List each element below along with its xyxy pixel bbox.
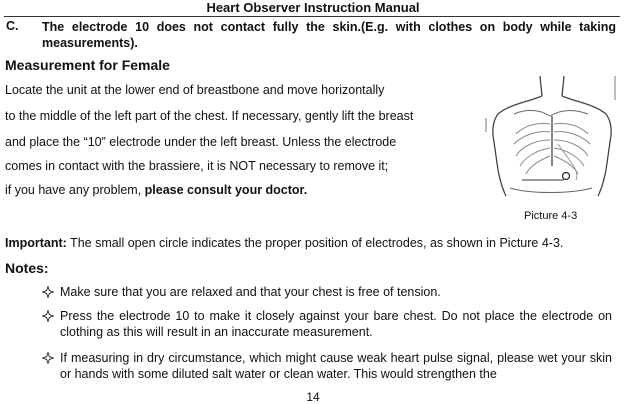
important-note bbox=[5, 236, 563, 251]
section-line: to the middle of the left part of the chest. If necessary, gently lift the breast bbox=[5, 109, 414, 123]
figure-caption: Picture 4-3 bbox=[524, 210, 578, 222]
note-item: If measuring in dry circumstance, which might cause weak heart pulse signal, please wet your skin or hands with some diluted salt water or clean water. This would strengthen the bbox=[60, 351, 612, 381]
note-item: Make sure that you are relaxed and that your chest is free of tension. bbox=[60, 285, 441, 299]
important-label: Important: bbox=[5, 236, 67, 250]
note-c-letter: C. bbox=[6, 19, 19, 33]
notes-title: Notes: bbox=[5, 260, 49, 276]
diamond-star-icon bbox=[42, 352, 54, 364]
section-line: Locate the unit at the lower end of breastbone and move horizontally bbox=[5, 83, 385, 97]
note-item: Press the electrode 10 to make it closely against your bare chest. Do not place the electrode on clothing as this will result in an inaccurate measurement. bbox=[60, 309, 612, 339]
section-line: and place the “10” electrode under the left breast. Unless the electrode bbox=[5, 135, 397, 149]
electrode-position-icon bbox=[563, 173, 570, 180]
header-rule bbox=[4, 16, 620, 17]
note-c-text: The electrode 10 does not contact fully the skin.(E.g. with clothes on body while taking measurements). bbox=[42, 20, 616, 50]
important-text: The small open circle indicates the proper position of electrodes, as shown in Picture 4-3. bbox=[66, 236, 564, 250]
page-header: Heart Observer Instruction Manual bbox=[206, 0, 420, 15]
consult-doctor-text: please consult your doctor. bbox=[144, 183, 308, 197]
section-title: Measurement for Female bbox=[5, 57, 170, 73]
torso-illustration-icon bbox=[480, 70, 620, 202]
section-last-line-prefix: if you have any problem, bbox=[5, 183, 145, 197]
diamond-star-icon bbox=[42, 310, 54, 322]
page-number: 14 bbox=[306, 390, 320, 404]
section-last-line bbox=[5, 183, 307, 198]
section-line: comes in contact with the brassiere, it is NOT necessary to remove it; bbox=[5, 159, 389, 173]
diamond-star-icon bbox=[42, 286, 54, 298]
